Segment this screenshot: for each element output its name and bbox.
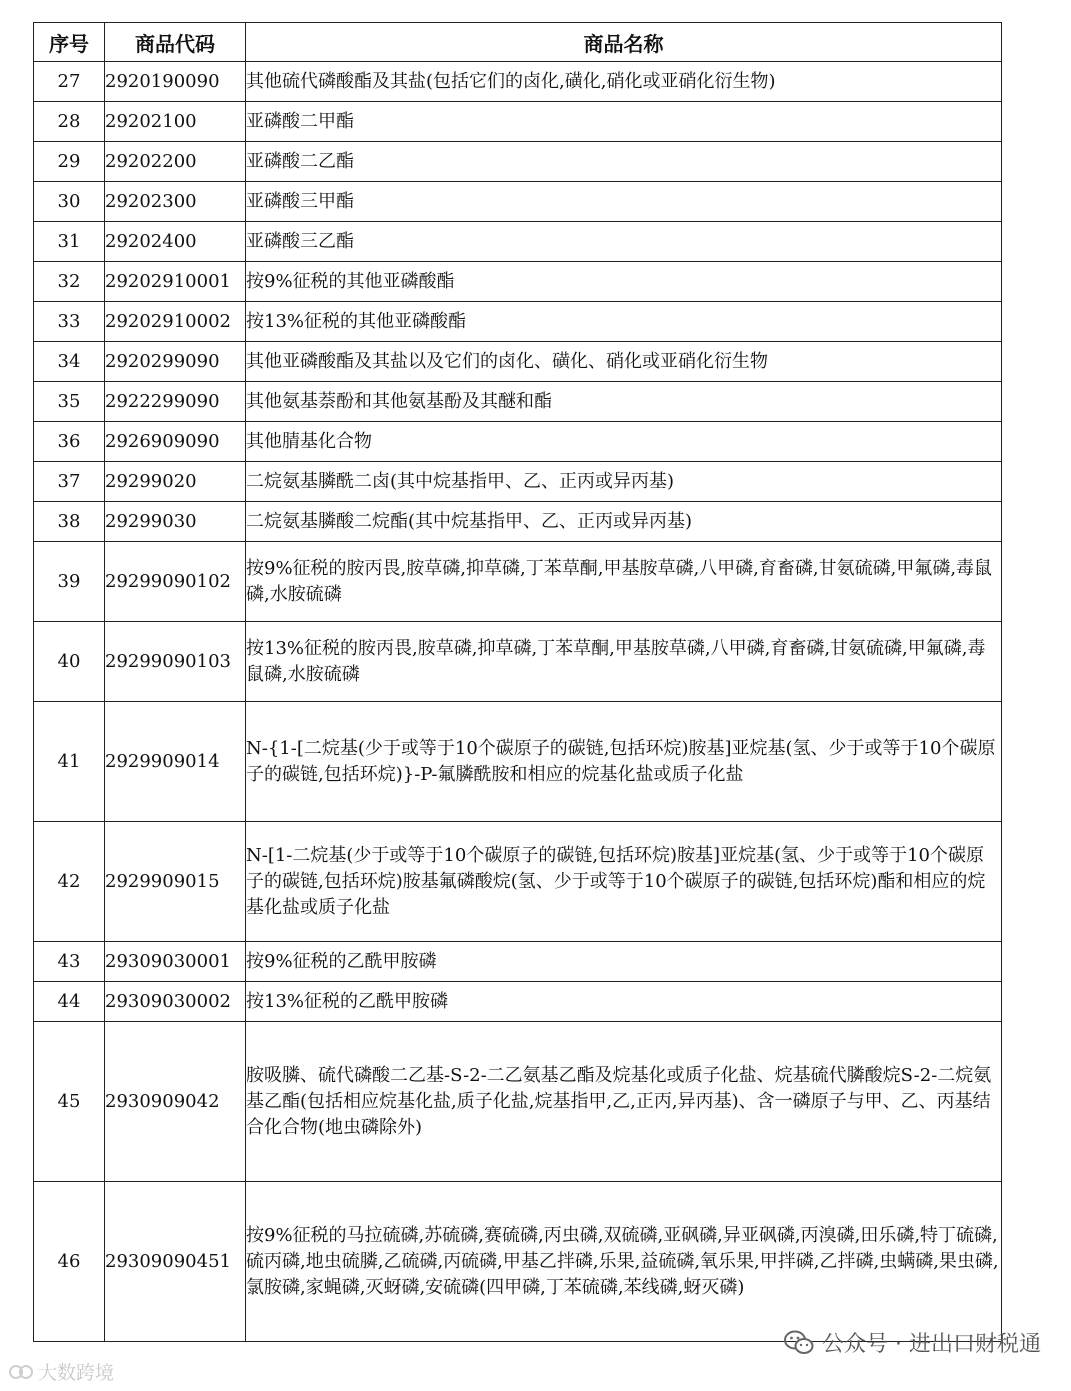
name-cell: 二烷氨基膦酰二卤(其中烷基指甲、乙、正丙或异丙基) (246, 462, 1002, 502)
serial-cell: 38 (34, 502, 105, 542)
header-code: 商品代码 (105, 23, 246, 62)
name-cell: 其他亚磷酸酯及其盐以及它们的卤化、磺化、硝化或亚硝化衍生物 (246, 342, 1002, 382)
serial-cell: 27 (34, 62, 105, 102)
serial-cell: 46 (34, 1182, 105, 1342)
code-cell: 29299090103 (105, 622, 246, 702)
table-row (34, 382, 1002, 422)
name-cell: 亚磷酸二乙酯 (246, 142, 1002, 182)
serial-cell: 34 (34, 342, 105, 382)
code-cell: 2920190090 (105, 62, 246, 102)
code-cell: 29202400 (105, 222, 246, 262)
name-cell: 亚磷酸二甲酯 (246, 102, 1002, 142)
table-row (34, 982, 1002, 1022)
serial-cell: 35 (34, 382, 105, 422)
table-row (34, 62, 1002, 102)
serial-cell: 32 (34, 262, 105, 302)
table-row (34, 1022, 1002, 1182)
name-cell: 其他硫代磷酸酯及其盐(包括它们的卤化,磺化,硝化或亚硝化衍生物) (246, 62, 1002, 102)
table-header-row (34, 23, 1002, 62)
table-row (34, 462, 1002, 502)
wechat-icon (784, 1330, 814, 1356)
code-cell: 29202910001 (105, 262, 246, 302)
code-cell: 2922299090 (105, 382, 246, 422)
table-row (34, 262, 1002, 302)
code-cell: 29202200 (105, 142, 246, 182)
name-cell: 二烷氨基膦酸二烷酯(其中烷基指甲、乙、正丙或异丙基) (246, 502, 1002, 542)
code-cell: 29309090451 (105, 1182, 246, 1342)
serial-cell: 41 (34, 702, 105, 822)
table-row (34, 1182, 1002, 1342)
serial-cell: 37 (34, 462, 105, 502)
table-row (34, 342, 1002, 382)
table-body (34, 62, 1002, 1342)
serial-cell: 36 (34, 422, 105, 462)
code-cell: 29299030 (105, 502, 246, 542)
wechat-watermark (784, 1327, 1041, 1358)
code-cell: 29309030002 (105, 982, 246, 1022)
wechat-watermark-text: 公众号 · 进出口财税通 (822, 1332, 1041, 1357)
name-cell: 按13%征税的胺丙畏,胺草磷,抑草磷,丁苯草酮,甲基胺草磷,八甲磷,育畜磷,甘氨硫磷,甲氟磷,毒鼠磷,水胺硫磷 (246, 622, 1002, 702)
name-cell: 其他腈基化合物 (246, 422, 1002, 462)
code-cell: 2920299090 (105, 342, 246, 382)
brand-watermark-text: 大数跨境 (38, 1362, 115, 1384)
serial-cell: 45 (34, 1022, 105, 1182)
name-cell: N-[1-二烷基(少于或等于10个碳原子的碳链,包括环烷)胺基]亚烷基(氢、少于或等于10个碳原子的碳链,包括环烷)胺基氟磷酸烷(氢、少于或等于10个碳原子的碳链,包括环烷)酯和相应的烷基化盐或质子化盐 (246, 822, 1002, 942)
serial-cell: 40 (34, 622, 105, 702)
code-cell: 29202300 (105, 182, 246, 222)
serial-cell: 28 (34, 102, 105, 142)
table-row (34, 502, 1002, 542)
name-cell: 按13%征税的乙酰甲胺磷 (246, 982, 1002, 1022)
name-cell: 亚磷酸三乙酯 (246, 222, 1002, 262)
serial-cell: 39 (34, 542, 105, 622)
serial-cell: 30 (34, 182, 105, 222)
table-row (34, 542, 1002, 622)
table-row (34, 142, 1002, 182)
name-cell: 按9%征税的胺丙畏,胺草磷,抑草磷,丁苯草酮,甲基胺草磷,八甲磷,育畜磷,甘氨硫磷,甲氟磷,毒鼠磷,水胺硫磷 (246, 542, 1002, 622)
name-cell: 按9%征税的其他亚磷酸酯 (246, 262, 1002, 302)
name-cell: 其他氨基萘酚和其他氨基酚及其醚和酯 (246, 382, 1002, 422)
table-row (34, 622, 1002, 702)
code-cell: 2930909042 (105, 1022, 246, 1182)
name-cell: N-{1-[二烷基(少于或等于10个碳原子的碳链,包括环烷)胺基]亚烷基(氢、少于或等于10个碳原子的碳链,包括环烷)}-P-氟膦酰胺和相应的烷基化盐或质子化盐 (246, 702, 1002, 822)
name-cell: 按13%征税的其他亚磷酸酯 (246, 302, 1002, 342)
brand-watermark (8, 1358, 114, 1385)
code-cell: 29299020 (105, 462, 246, 502)
header-name: 商品名称 (246, 23, 1002, 62)
code-cell: 29202100 (105, 102, 246, 142)
table-row (34, 222, 1002, 262)
table-row (34, 822, 1002, 942)
table-row (34, 182, 1002, 222)
table-row (34, 702, 1002, 822)
serial-cell: 44 (34, 982, 105, 1022)
name-cell: 按9%征税的马拉硫磷,苏硫磷,赛硫磷,丙虫磷,双硫磷,亚砜磷,异亚砜磷,丙溴磷,田乐磷,特丁硫磷,硫丙磷,地虫硫膦,乙硫磷,丙硫磷,甲基乙拌磷,乐果,益硫磷,氧乐果,甲拌磷,乙拌磷,虫螨磷,果虫磷,氯胺磷,家蝇磷,灭蚜磷,安硫磷(四甲磷,丁苯硫磷,苯线磷,蚜灭磷) (246, 1182, 1002, 1342)
code-cell: 2929909015 (105, 822, 246, 942)
code-cell: 29299090102 (105, 542, 246, 622)
table-row (34, 102, 1002, 142)
header-serial: 序号 (34, 23, 105, 62)
code-cell: 29202910002 (105, 302, 246, 342)
table-row (34, 942, 1002, 982)
code-cell: 2926909090 (105, 422, 246, 462)
brand-logo-icon (8, 1361, 34, 1383)
name-cell: 按9%征税的乙酰甲胺磷 (246, 942, 1002, 982)
serial-cell: 29 (34, 142, 105, 182)
serial-cell: 31 (34, 222, 105, 262)
serial-cell: 43 (34, 942, 105, 982)
code-cell: 29309030001 (105, 942, 246, 982)
table-row (34, 422, 1002, 462)
serial-cell: 42 (34, 822, 105, 942)
name-cell: 亚磷酸三甲酯 (246, 182, 1002, 222)
table-row (34, 302, 1002, 342)
product-code-table (33, 22, 1002, 1342)
serial-cell: 33 (34, 302, 105, 342)
code-cell: 2929909014 (105, 702, 246, 822)
name-cell: 胺吸膦、硫代磷酸二乙基-S-2-二乙氨基乙酯及烷基化或质子化盐、烷基硫代膦酸烷S-2-二烷氨基乙酯(包括相应烷基化盐,质子化盐,烷基指甲,乙,正丙,异丙基)、含一磷原子与甲、乙、丙基结合化合物(地虫磷除外) (246, 1022, 1002, 1182)
